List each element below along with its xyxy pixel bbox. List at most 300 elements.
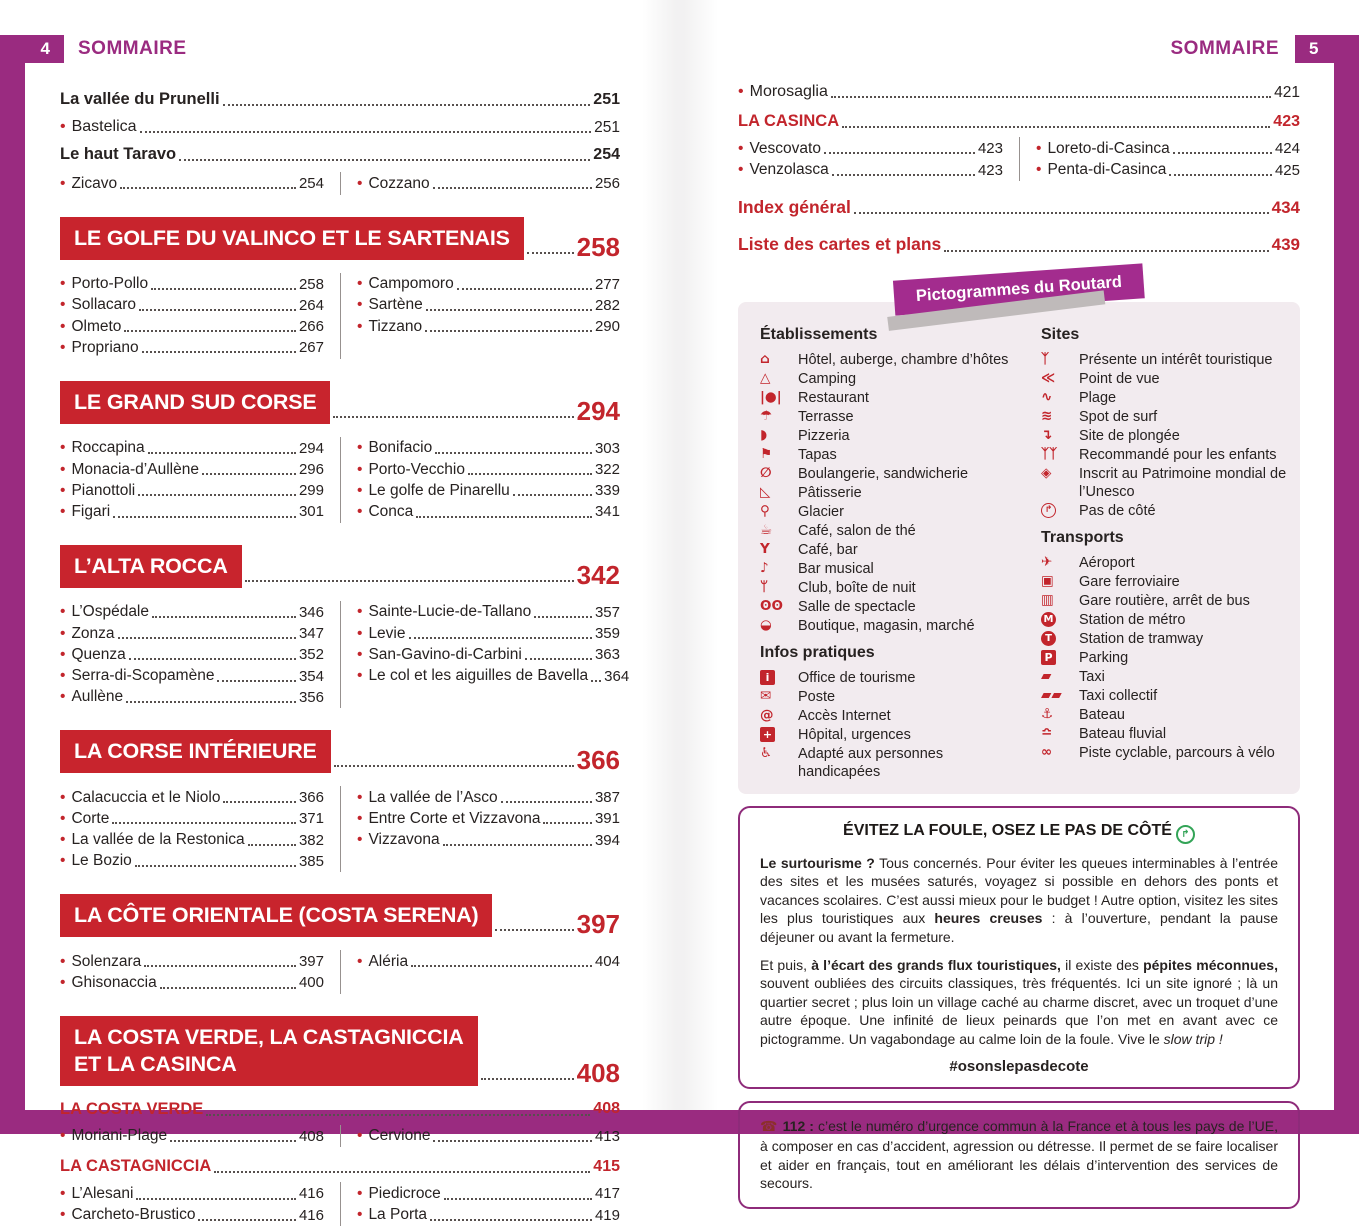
glacier-icon: ⚲ bbox=[760, 502, 770, 519]
toc-entry: • Corte 371 bbox=[60, 809, 324, 828]
legend-item: ↱ Pas de côté bbox=[1041, 502, 1290, 520]
dot-leader bbox=[1169, 174, 1272, 176]
plage-icon: ∿ bbox=[1041, 388, 1053, 405]
toc-entry: • Olmeto 266 bbox=[60, 317, 324, 336]
dot-leader bbox=[136, 1198, 295, 1200]
right-page-toc bbox=[738, 82, 1300, 1209]
legend-item: ✈ Aéroport bbox=[1041, 553, 1135, 571]
avoid-crowd-title: ÉVITEZ LA FOULE, OSEZ LE PAS DE CÔTÉ ↱ bbox=[760, 822, 1278, 844]
toc-entry: • Zonza 347 bbox=[60, 624, 324, 643]
dot-leader bbox=[170, 1140, 296, 1142]
toc-entry: • Roccapina 294 bbox=[60, 439, 324, 457]
toc-entry: • Piedicroce 417 bbox=[357, 1184, 620, 1203]
bullet-marker: • bbox=[357, 317, 363, 335]
dot-leader bbox=[139, 309, 296, 311]
bullet-marker: • bbox=[60, 788, 66, 806]
terrasse-icon: ☂ bbox=[760, 407, 773, 424]
camping-icon: △ bbox=[760, 369, 771, 386]
dot-leader bbox=[854, 212, 1269, 214]
avoid-crowd-paragraph-2: Et puis, à l’écart des grands flux touristiques, il existe des pépites méconnues, souvent oubliées des circuits classiques, très fréquentés. Ici un site ignoré ; là un quartier secret ; plus loin un village caché au charme discret, avec un troquet d’une autre époque. Une infinité de lieux peinards que l’on met en avant avec ce pictogramme. Un vagabondage au calme loin de la foule. Vive le slow trip ! bbox=[760, 956, 1278, 1047]
legend-item: i Office de tourisme bbox=[760, 669, 1009, 687]
bullet-marker: • bbox=[357, 502, 363, 520]
dot-leader bbox=[944, 250, 1268, 252]
legend-item: ⚓ Bateau bbox=[1041, 705, 1125, 723]
toc-entry: • Porto-Pollo 258 bbox=[60, 275, 324, 293]
legend-item: @ Accès Internet bbox=[760, 706, 891, 724]
toc-entry: • Morosaglia 421 bbox=[738, 83, 1300, 101]
bullet-marker: • bbox=[60, 275, 66, 293]
bullet-marker: • bbox=[357, 666, 363, 684]
toc-column bbox=[60, 950, 340, 994]
enfants-icon: ᛉᛉ bbox=[1041, 445, 1058, 462]
pictogram-column-right bbox=[1019, 322, 1300, 782]
bullet-marker: • bbox=[60, 481, 66, 499]
legend-item: ▣ Gare ferroviaire bbox=[1041, 572, 1180, 590]
legend-item: ≪ Point de vue bbox=[1041, 369, 1160, 387]
toc-entry: • La vallée de la Restonica 382 bbox=[60, 830, 324, 849]
bullet-marker: • bbox=[60, 174, 66, 192]
toc-column bbox=[340, 950, 620, 994]
dot-leader bbox=[179, 159, 590, 161]
dot-leader bbox=[543, 822, 592, 824]
right-edge-bar bbox=[1334, 35, 1359, 1134]
toc-column bbox=[340, 601, 630, 708]
bullet-marker: • bbox=[60, 502, 66, 520]
bullet-marker: • bbox=[357, 1206, 363, 1224]
toc-entry: • Le col et les aiguilles de Bavella 364 bbox=[357, 666, 630, 685]
restaurant-icon: |●| bbox=[760, 388, 782, 405]
dot-leader bbox=[425, 330, 592, 332]
cafe-salon-the-icon: ☕ bbox=[760, 521, 773, 538]
bullet-marker: • bbox=[60, 973, 66, 991]
toc-entry: • Venzolasca 423 bbox=[738, 160, 1003, 179]
dot-leader bbox=[457, 288, 592, 290]
toc-index-entry: Liste des cartes et plans 439 bbox=[738, 234, 1300, 255]
boutique-icon: ◒ bbox=[760, 616, 772, 633]
bullet-marker: • bbox=[357, 460, 363, 478]
emergency-112-box bbox=[738, 1101, 1300, 1208]
legend-group-title: Transports bbox=[1041, 528, 1124, 546]
dot-leader bbox=[468, 473, 592, 475]
toc-columns bbox=[738, 137, 1300, 181]
dot-leader bbox=[430, 1219, 592, 1221]
legend-item: ☕ Café, salon de thé bbox=[760, 521, 916, 539]
pictogram-ribbon: Pictogrammes du Routard bbox=[893, 263, 1145, 315]
dot-leader bbox=[198, 1219, 295, 1221]
legend-item: ʘʘ Salle de spectacle bbox=[760, 597, 916, 615]
toc-column bbox=[60, 786, 340, 872]
dot-leader bbox=[443, 844, 592, 846]
legend-item: ᛉ Présente un intérêt touristique bbox=[1041, 350, 1273, 368]
dot-leader bbox=[824, 152, 975, 154]
bullet-marker: • bbox=[60, 460, 66, 478]
interet-touristique-icon: ᛉ bbox=[1041, 350, 1050, 367]
bullet-marker: • bbox=[738, 160, 744, 178]
dot-leader bbox=[409, 637, 592, 639]
toc-entry: • Le Bozio 385 bbox=[60, 852, 324, 870]
toc-entry: • Figari 301 bbox=[60, 502, 324, 521]
dot-leader bbox=[142, 351, 296, 353]
dot-leader bbox=[333, 416, 573, 418]
dot-leader bbox=[501, 801, 592, 803]
toc-entry: • Campomoro 277 bbox=[357, 275, 620, 293]
dot-leader bbox=[534, 616, 592, 618]
toc-columns bbox=[60, 601, 630, 708]
toc-entry: • La Porta 419 bbox=[357, 1206, 620, 1224]
toc-column bbox=[340, 1125, 620, 1148]
toc-columns bbox=[60, 786, 620, 872]
bullet-marker: • bbox=[357, 481, 363, 499]
legend-item: ⚲ Glacier bbox=[760, 502, 844, 520]
taxi-icon: ▰ bbox=[1041, 667, 1052, 684]
bullet-marker: • bbox=[357, 830, 363, 848]
toc-entry: • Levie 359 bbox=[357, 624, 620, 643]
pictogram-legend-panel bbox=[738, 272, 1300, 794]
bullet-marker: • bbox=[60, 117, 66, 135]
toc-entry: • Ghisonaccia 400 bbox=[60, 973, 324, 992]
legend-item: |●| Restaurant bbox=[760, 388, 869, 406]
page-number-left: 4 bbox=[0, 35, 64, 63]
parking-icon: P bbox=[1041, 650, 1056, 665]
point-de-vue-icon: ≪ bbox=[1041, 369, 1056, 386]
dot-leader bbox=[591, 680, 601, 682]
toc-entry: • Sartène 282 bbox=[357, 296, 620, 315]
legend-item: ☂ Terrasse bbox=[760, 407, 854, 425]
dot-leader bbox=[248, 844, 296, 846]
pizzeria-icon: ◗ bbox=[760, 426, 768, 443]
dot-leader bbox=[206, 1114, 590, 1116]
avoid-crowd-paragraph-1: Le surtourisme ? Tous concernés. Pour éviter les queues interminables à l’entrée des sites et les musées saturés, voyagez si possible en dehors des ponts et vacances scolaires. C’est aussi mieux pour le budget ! Autre option, visitez les sites les plus touristiques aux heures creuses : à l’ouverture, pendant la pause déjeuner ou avant la fermeture. bbox=[760, 854, 1278, 945]
bullet-marker: • bbox=[60, 338, 66, 356]
legend-item: ♿ Adapté aux personnes handicapées bbox=[760, 744, 944, 780]
bullet-marker: • bbox=[738, 139, 744, 157]
toc-entry: • Conca 341 bbox=[357, 502, 620, 521]
toc-index-entry: Index général 434 bbox=[738, 197, 1300, 218]
site-plongee-icon: ↴ bbox=[1041, 426, 1053, 443]
legend-item: M Station de métro bbox=[1041, 611, 1290, 629]
toc-entry: • Cervione 413 bbox=[357, 1127, 620, 1145]
toc-column bbox=[1019, 137, 1300, 181]
dot-leader bbox=[126, 701, 296, 703]
toc-entry: • Bastelica 251 bbox=[60, 117, 620, 136]
bullet-marker: • bbox=[357, 809, 363, 827]
toc-column bbox=[340, 172, 620, 195]
section-banner: LA CORSE INTÉRIEURE bbox=[60, 730, 331, 773]
legend-item: ⌂ Hôtel, auberge, chambre d’hôtes bbox=[760, 350, 1009, 368]
hotel-icon: ⌂ bbox=[760, 350, 770, 367]
dot-leader bbox=[214, 1171, 590, 1173]
toc-entry: • Entre Corte et Vizzavona 391 bbox=[357, 809, 620, 828]
bullet-marker: • bbox=[357, 296, 363, 314]
legend-item: ◒ Boutique, magasin, marché bbox=[760, 616, 975, 634]
toc-columns bbox=[60, 172, 620, 195]
dot-leader bbox=[1173, 152, 1272, 154]
dot-leader bbox=[832, 174, 975, 176]
dot-leader bbox=[151, 288, 296, 290]
toc-column bbox=[60, 601, 340, 708]
legend-item: + Hôpital, urgences bbox=[760, 726, 1009, 744]
dot-leader bbox=[112, 822, 296, 824]
dot-leader bbox=[444, 1198, 592, 1200]
page-number-right: 5 bbox=[1295, 35, 1359, 63]
dot-leader bbox=[129, 658, 296, 660]
dot-leader bbox=[135, 865, 296, 867]
dot-leader bbox=[495, 929, 573, 931]
section-banner: L’ALTA ROCCA bbox=[60, 545, 242, 588]
gare-routiere-icon: ▥ bbox=[1041, 591, 1054, 608]
legend-item: ≏ Bateau fluvial bbox=[1041, 724, 1167, 742]
section-banner: LA COSTA VERDE, LA CASTAGNICCIA ET LA CASINCA bbox=[60, 1016, 478, 1086]
legend-item: ✉ Poste bbox=[760, 687, 836, 705]
toc-subheading-red: LA CASTAGNICCIA 415 bbox=[60, 1157, 620, 1176]
toc-entry: • Loreto-di-Casinca 424 bbox=[1036, 139, 1300, 158]
left-page-title: SOMMAIRE bbox=[78, 38, 187, 59]
legend-item: △ Camping bbox=[760, 369, 857, 387]
cafe-bar-icon: Υ bbox=[760, 540, 770, 557]
legend-item: P Parking bbox=[1041, 649, 1290, 667]
toc-entry: • San-Gavino-di-Carbini 363 bbox=[357, 645, 620, 664]
bullet-marker: • bbox=[60, 645, 66, 663]
legend-item: ↴ Site de plongée bbox=[1041, 426, 1180, 444]
toc-column bbox=[340, 786, 620, 872]
legend-item: ∅ Boulangerie, sandwicherie bbox=[760, 464, 969, 482]
dot-leader bbox=[435, 452, 592, 454]
pas-de-cote-green-icon: ↱ bbox=[1176, 825, 1195, 844]
toc-column bbox=[738, 137, 1019, 181]
bullet-marker: • bbox=[357, 603, 363, 621]
section-banner-row: LA CORSE INTÉRIEURE 366 bbox=[60, 730, 620, 773]
legend-item: ♪ Bar musical bbox=[760, 559, 874, 577]
bullet-marker: • bbox=[60, 1184, 66, 1202]
bullet-marker: • bbox=[60, 296, 66, 314]
toc-entry: • Solenzara 397 bbox=[60, 952, 324, 971]
gare-ferroviaire-icon: ▣ bbox=[1041, 572, 1054, 589]
dot-leader bbox=[223, 801, 295, 803]
legend-group-list bbox=[760, 669, 1009, 781]
hashtag: #osonslepasdecote bbox=[949, 1058, 1089, 1076]
handicap-icon: ♿ bbox=[760, 744, 773, 761]
bullet-marker: • bbox=[357, 1184, 363, 1202]
dot-leader bbox=[160, 987, 296, 989]
toc-columns bbox=[60, 950, 620, 994]
legend-item: ▰▰ Taxi collectif bbox=[1041, 686, 1158, 704]
bullet-marker: • bbox=[60, 1206, 66, 1224]
legend-group-list bbox=[760, 351, 1009, 635]
bullet-marker: • bbox=[60, 624, 66, 642]
toc-entry: • L’Ospédale 346 bbox=[60, 603, 324, 622]
toc-column bbox=[60, 172, 340, 195]
legend-item: ▰ Taxi bbox=[1041, 667, 1105, 685]
toc-entry: • Bonifacio 303 bbox=[357, 439, 620, 457]
bullet-marker: • bbox=[357, 645, 363, 663]
avoid-crowd-box bbox=[738, 806, 1300, 1090]
office-tourisme-icon: i bbox=[760, 670, 775, 685]
bullet-marker: • bbox=[357, 952, 363, 970]
bullet-marker: • bbox=[60, 603, 66, 621]
left-edge-bar bbox=[0, 35, 25, 1134]
right-page-title: SOMMAIRE bbox=[1170, 38, 1279, 59]
dot-leader bbox=[433, 1140, 592, 1142]
legend-item: T Station de tramway bbox=[1041, 630, 1290, 648]
bar-musical-icon: ♪ bbox=[760, 559, 769, 576]
section-banner: LE GRAND SUD CORSE bbox=[60, 381, 330, 424]
tramway-icon: T bbox=[1041, 631, 1056, 646]
dot-leader bbox=[223, 104, 591, 106]
dot-leader bbox=[433, 187, 592, 189]
bullet-marker: • bbox=[60, 688, 66, 706]
boulangerie-icon: ∅ bbox=[760, 464, 772, 481]
toc-entry: • L’Alesani 416 bbox=[60, 1184, 324, 1203]
toc-entry: • Sollacaro 264 bbox=[60, 296, 324, 315]
metro-icon: M bbox=[1041, 612, 1056, 627]
legend-group-title: Sites bbox=[1041, 325, 1080, 343]
toc-entry: • Penta-di-Casinca 425 bbox=[1036, 160, 1300, 179]
dot-leader bbox=[513, 494, 592, 496]
bullet-marker: • bbox=[60, 809, 66, 827]
legend-item: ◺ Pâtisserie bbox=[760, 483, 862, 501]
toc-column bbox=[340, 437, 620, 523]
toc-columns bbox=[60, 1125, 620, 1148]
dot-leader bbox=[245, 580, 574, 582]
dot-leader bbox=[831, 96, 1271, 98]
toc-columns bbox=[60, 273, 620, 359]
legend-group-list bbox=[1041, 351, 1290, 520]
legend-item: ᛘ Club, boîte de nuit bbox=[760, 578, 916, 596]
legend-group-title: Infos pratiques bbox=[760, 643, 875, 661]
tapas-icon: ⚑ bbox=[760, 445, 773, 462]
dot-leader bbox=[140, 131, 592, 133]
bullet-marker: • bbox=[60, 666, 66, 684]
legend-item: ∞ Piste cyclable, parcours à vélo bbox=[1041, 743, 1275, 761]
toc-entry: • Le golfe de Pinarellu 339 bbox=[357, 481, 620, 500]
bullet-marker: • bbox=[60, 852, 66, 870]
taxi-collectif-icon: ▰▰ bbox=[1041, 686, 1062, 703]
bullet-marker: • bbox=[357, 275, 363, 293]
legend-item: ▥ Gare routière, arrêt de bus bbox=[1041, 591, 1250, 609]
toc-columns bbox=[60, 437, 620, 523]
section-banner: LA CÔTE ORIENTALE (COSTA SERENA) bbox=[60, 894, 492, 937]
toc-entry: • Sainte-Lucie-de-Tallano 357 bbox=[357, 603, 620, 622]
legend-item: ⚑ Tapas bbox=[760, 445, 837, 463]
bullet-marker: • bbox=[60, 952, 66, 970]
bullet-marker: • bbox=[60, 1127, 66, 1145]
acces-internet-icon: @ bbox=[760, 706, 774, 723]
dot-leader bbox=[217, 680, 296, 682]
dot-leader bbox=[118, 637, 296, 639]
dot-leader bbox=[525, 658, 592, 660]
toc-entry: • Pianottoli 299 bbox=[60, 481, 324, 500]
dot-leader bbox=[416, 516, 592, 518]
unesco-icon: ◈ bbox=[1041, 464, 1052, 481]
club-icon: ᛘ bbox=[760, 578, 769, 595]
dot-leader bbox=[411, 965, 592, 967]
bullet-marker: • bbox=[357, 624, 363, 642]
dot-leader bbox=[202, 473, 296, 475]
bullet-marker: • bbox=[357, 1127, 363, 1145]
toc-column bbox=[340, 1182, 620, 1226]
dot-leader bbox=[124, 330, 296, 332]
toc-entry: • Serra-di-Scopamène 354 bbox=[60, 666, 324, 685]
left-page-toc bbox=[60, 82, 630, 1232]
toc-entry: • Zicavo 254 bbox=[60, 174, 324, 193]
dot-leader bbox=[144, 965, 296, 967]
legend-item: ◈ Inscrit au Patrimoine mondial de l’Unesco bbox=[1041, 464, 1287, 500]
dot-leader bbox=[113, 516, 296, 518]
dot-leader bbox=[334, 765, 574, 767]
patisserie-icon: ◺ bbox=[760, 483, 771, 500]
toc-entry: • Quenza 352 bbox=[60, 645, 324, 664]
bateau-fluvial-icon: ≏ bbox=[1041, 724, 1053, 741]
legend-group-list bbox=[1041, 554, 1290, 762]
bullet-marker: • bbox=[1036, 139, 1042, 157]
toc-column bbox=[60, 437, 340, 523]
toc-entry-bold: Le haut Taravo 254 bbox=[60, 145, 620, 164]
emergency-112-text: ☎ 112 : c’est le numéro d’urgence commun à la France et à tous les pays de l’UE, à composer en cas d’accident, agression ou détresse. Il permet de se faire localiser et aider en français, tout en améliorant les délais d’intervention des services de secours. bbox=[760, 1118, 1278, 1192]
section-banner-row: L’ALTA ROCCA 342 bbox=[60, 545, 620, 588]
toc-entry: • Vescovato 423 bbox=[738, 139, 1003, 158]
poste-icon: ✉ bbox=[760, 687, 772, 704]
bullet-marker: • bbox=[738, 83, 744, 100]
dot-leader bbox=[527, 252, 574, 254]
toc-entry: • Aullène 356 bbox=[60, 688, 324, 706]
dot-leader bbox=[138, 494, 296, 496]
bullet-marker: • bbox=[60, 439, 66, 457]
toc-entry: • Propriano 267 bbox=[60, 338, 324, 357]
toc-column bbox=[60, 273, 340, 359]
section-banner: LE GOLFE DU VALINCO ET LE SARTENAIS bbox=[60, 217, 524, 260]
legend-item: Υ Café, bar bbox=[760, 540, 858, 558]
dot-leader bbox=[152, 616, 296, 618]
dot-leader bbox=[481, 1078, 574, 1080]
section-banner-row: LE GOLFE DU VALINCO ET LE SARTENAIS 258 bbox=[60, 217, 620, 260]
legend-item: ≋ Spot de surf bbox=[1041, 407, 1158, 425]
toc-entry: • Porto-Vecchio 322 bbox=[357, 460, 620, 479]
toc-entry: • Monacia-d’Aullène 296 bbox=[60, 460, 324, 479]
section-banner-row: LA CÔTE ORIENTALE (COSTA SERENA) 397 bbox=[60, 894, 620, 937]
toc-entry: • Moriani-Plage 408 bbox=[60, 1127, 324, 1145]
legend-item: ◗ Pizzeria bbox=[760, 426, 850, 444]
pictogram-column-left bbox=[738, 322, 1019, 782]
page-gutter-shadow bbox=[642, 0, 718, 1110]
toc-entry: • Calacuccia et le Niolo 366 bbox=[60, 788, 324, 807]
legend-item: ᛉᛉ Recommandé pour les enfants bbox=[1041, 445, 1277, 463]
legend-group-title: Établissements bbox=[760, 325, 878, 343]
bullet-marker: • bbox=[1036, 160, 1042, 178]
toc-entry: • Cozzano 256 bbox=[357, 174, 620, 193]
salle-spectacle-icon: ʘʘ bbox=[760, 597, 783, 614]
toc-column bbox=[340, 273, 620, 359]
section-banner-row: LA COSTA VERDE, LA CASTAGNICCIA ET LA CASINCA 408 bbox=[60, 1016, 620, 1086]
bullet-marker: • bbox=[357, 174, 363, 192]
toc-subheading-red: LA CASINCA 423 bbox=[738, 112, 1300, 131]
hopital-icon: + bbox=[760, 727, 775, 742]
toc-entry-bold: La vallée du Prunelli 251 bbox=[60, 90, 620, 108]
legend-item: ∿ Plage bbox=[1041, 388, 1117, 406]
dot-leader bbox=[842, 126, 1270, 128]
dot-leader bbox=[120, 187, 296, 189]
toc-column bbox=[60, 1182, 340, 1226]
toc-subheading-red: LA COSTA VERDE 408 bbox=[60, 1099, 620, 1118]
toc-columns bbox=[60, 1182, 620, 1226]
bateau-icon: ⚓ bbox=[1041, 705, 1054, 722]
toc-entry: • Vizzavona 394 bbox=[357, 830, 620, 849]
bullet-marker: • bbox=[357, 439, 363, 457]
bullet-marker: • bbox=[60, 317, 66, 335]
toc-entry: • Aléria 404 bbox=[357, 952, 620, 971]
toc-entry: • La vallée de l’Asco 387 bbox=[357, 788, 620, 807]
pas-de-cote-icon: ↱ bbox=[1041, 503, 1056, 518]
aeroport-icon: ✈ bbox=[1041, 553, 1053, 570]
